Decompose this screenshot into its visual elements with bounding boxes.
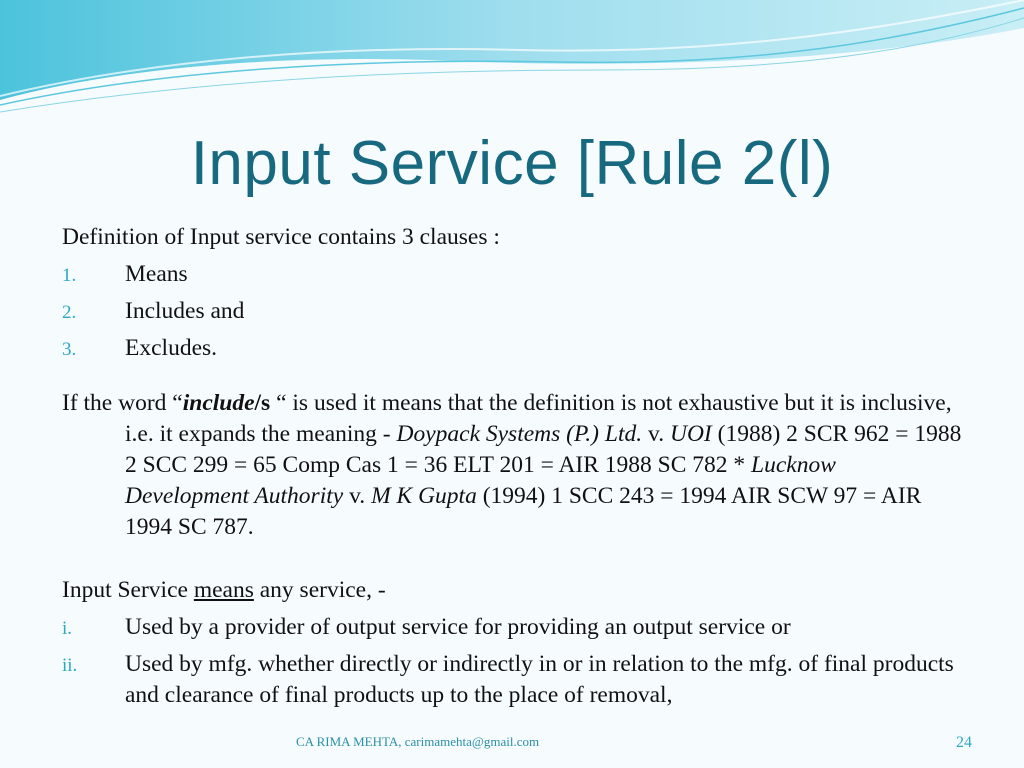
case-name: Lucknow Development Authority [125, 452, 836, 509]
slide-title: Input Service [Rule 2(l) [190, 129, 834, 198]
clause-number: 2. [62, 302, 77, 323]
means-prefix: Input Service [62, 577, 194, 603]
clause-text: Excludes. [125, 335, 218, 361]
intro-text: Definition of Input service contains 3 clauses : [62, 224, 500, 250]
case-party: UOI [669, 421, 712, 447]
means-item-text: Used by a provider of output service for providing an output service or [125, 614, 791, 640]
clause-number: 1. [62, 265, 77, 286]
means-item-number: ii. [62, 655, 78, 676]
page-number: 24 [956, 734, 972, 751]
clause-text: Means [125, 261, 188, 287]
means-item-text: Used by mfg. whether directly or indirectly in or in relation to the mfg. of final products and clearance of final products up to the place of removal, [125, 651, 954, 708]
means-item-number: i. [62, 618, 73, 639]
clause-item [62, 333, 962, 364]
clause-text: Includes and [125, 298, 245, 324]
include-paragraph [62, 388, 962, 543]
means-paragraph [62, 575, 962, 606]
citation-text: (1988) 2 SCR 962 = 1988 2 SCC 299 = 65 Comp Cas 1 = 36 ELT 201 = AIR 1988 SC 782 * [125, 421, 962, 478]
clause-item [62, 296, 962, 327]
include-explanation: “ is used it means that the definition is not exhaustive but it is inclusive, i.e. it expands the meaning - [125, 390, 952, 447]
include-prefix: If the word “ [62, 390, 183, 416]
means-item [62, 612, 962, 643]
include-suffix: /s [254, 390, 271, 416]
clause-number: 3. [62, 339, 77, 360]
citation-text: (1994) 1 SCC 243 = 1994 AIR SCW 97 = AIR 1994 SC 787. [125, 483, 922, 540]
footer-author: CA RIMA MEHTA, carimamehta@gmail.com [296, 734, 540, 749]
versus-text: v. [642, 421, 670, 447]
clause-item [62, 259, 962, 290]
case-name: Doypack Systems (P.) Ltd. [396, 421, 643, 447]
wave-header-decoration [0, 0, 1024, 120]
versus-text: v. [343, 483, 372, 509]
include-word: include [182, 390, 255, 416]
case-party: M K Gupta [371, 483, 477, 509]
means-suffix: any service, - [253, 577, 386, 603]
means-word: means [193, 577, 254, 603]
slide-body [62, 222, 962, 711]
means-item [62, 649, 962, 711]
